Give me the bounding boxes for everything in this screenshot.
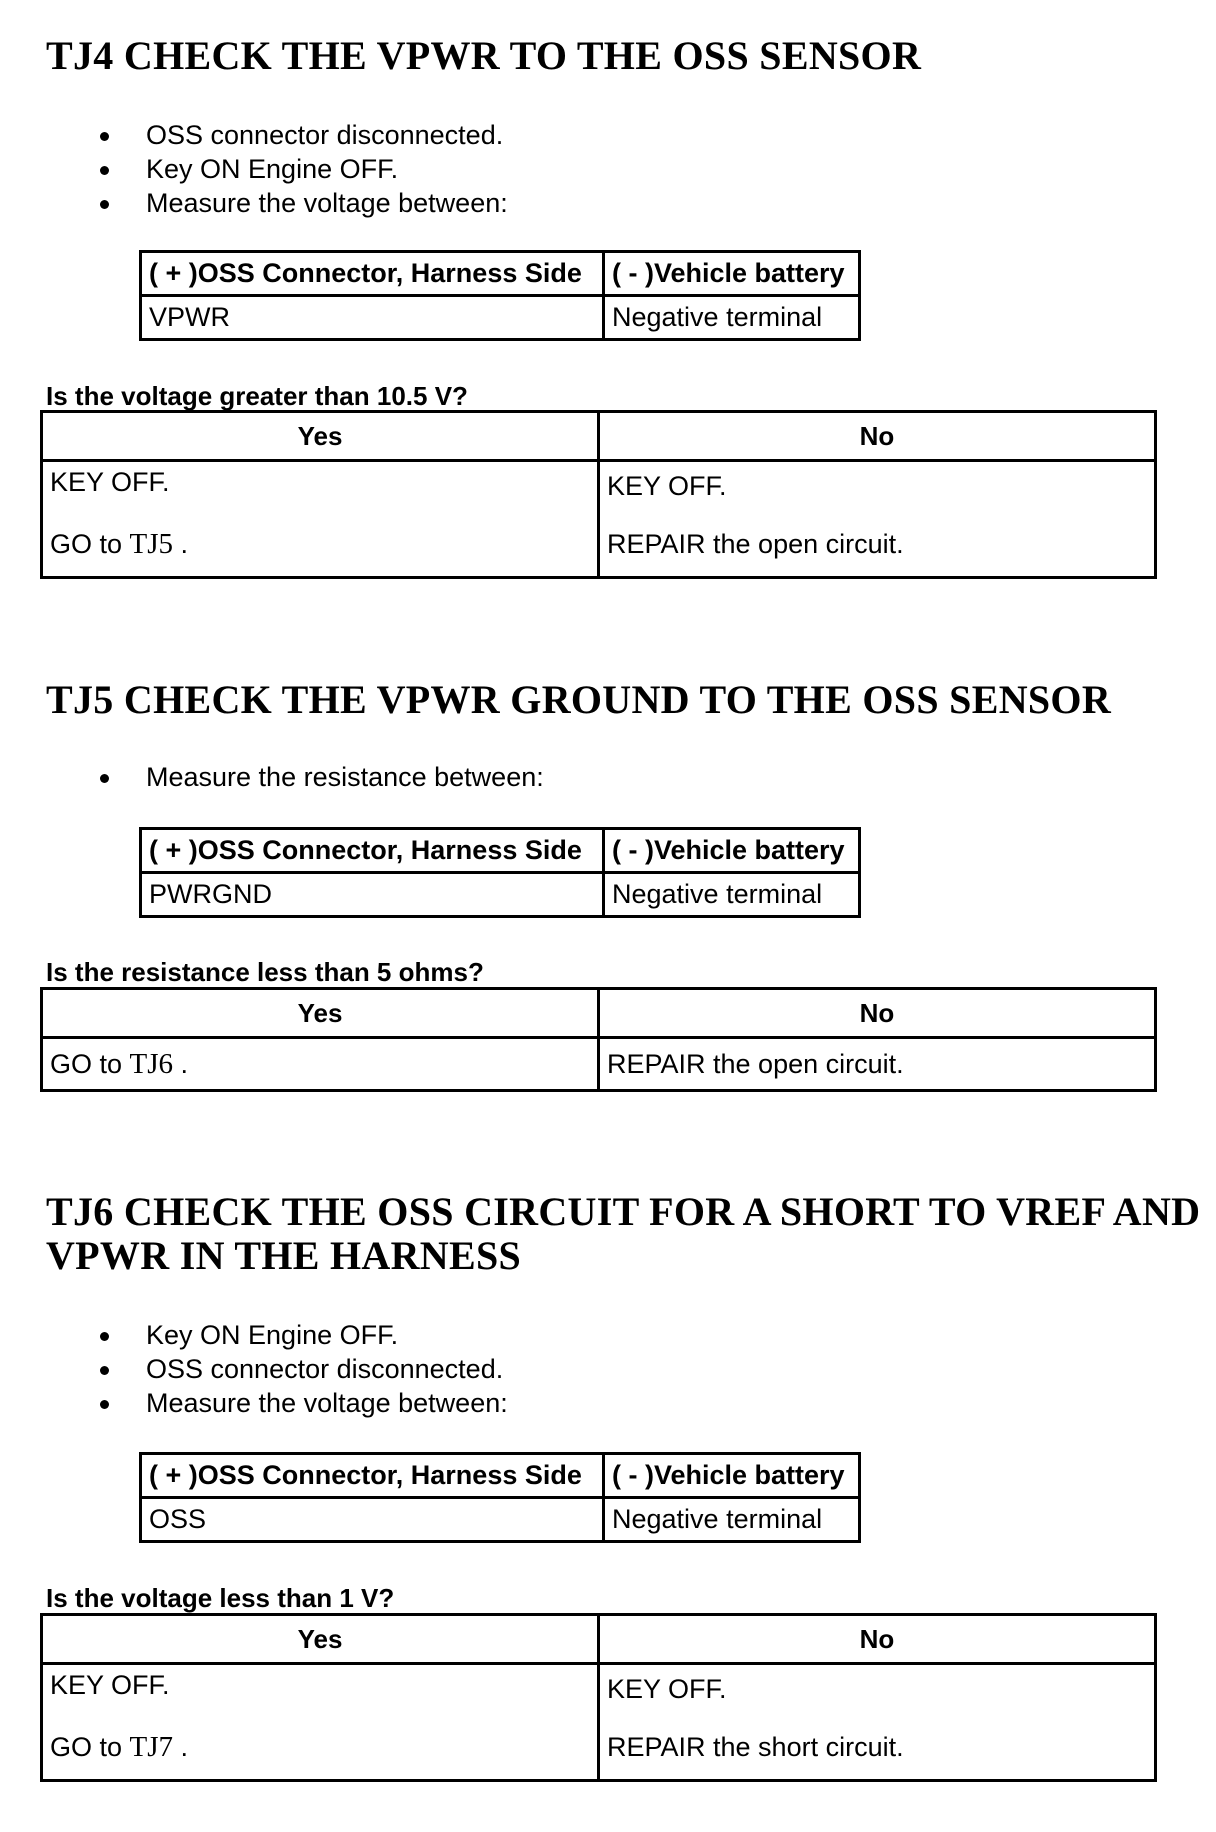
- measurement-table-tj5: [139, 827, 861, 918]
- no-cell: [599, 461, 1156, 578]
- result-table-tj5: [40, 987, 1157, 1092]
- instruction-list-tj5: [96, 760, 544, 794]
- goto-link-tj7[interactable]: TJ7: [129, 1731, 174, 1763]
- yes-cell: [42, 461, 599, 578]
- question-tj6: Is the voltage less than 1 V?: [46, 1583, 395, 1613]
- yes-header: Yes: [42, 989, 599, 1038]
- result-table-tj6: [40, 1613, 1157, 1782]
- instruction-item: Measure the resistance between:: [96, 760, 544, 794]
- no-repair: REPAIR the open circuit.: [607, 529, 904, 559]
- measure-header-positive: ( + )OSS Connector, Harness Side: [141, 829, 604, 873]
- no-action: KEY OFF.: [607, 1674, 727, 1704]
- yes-goto: GO to TJ6 .: [50, 1048, 189, 1080]
- instruction-item: Measure the voltage between:: [96, 1386, 508, 1420]
- instruction-item: OSS connector disconnected.: [96, 1352, 508, 1386]
- measure-header-positive: ( + )OSS Connector, Harness Side: [141, 252, 604, 296]
- measure-negative-pin: Negative terminal: [604, 296, 860, 340]
- no-repair: REPAIR the short circuit.: [607, 1732, 904, 1762]
- yes-header: Yes: [42, 412, 599, 461]
- yes-goto: GO to TJ5 .: [50, 528, 189, 560]
- goto-link-tj5[interactable]: TJ5: [129, 528, 174, 560]
- instruction-list-tj4: [96, 118, 508, 220]
- no-header: No: [599, 1615, 1156, 1664]
- instruction-item: Key ON Engine OFF.: [96, 152, 508, 186]
- no-cell: [599, 1664, 1156, 1781]
- measure-header-negative: ( - )Vehicle battery: [604, 1454, 860, 1498]
- measurement-table-tj6: [139, 1452, 861, 1543]
- measurement-table-tj4: [139, 250, 861, 341]
- section-heading-tj4: TJ4 CHECK THE VPWR TO THE OSS SENSOR: [46, 33, 922, 78]
- section-heading-tj5: TJ5 CHECK THE VPWR GROUND TO THE OSS SENSOR: [46, 677, 1112, 722]
- measure-positive-pin: VPWR: [141, 296, 604, 340]
- measure-negative-pin: Negative terminal: [604, 1498, 860, 1542]
- no-action: KEY OFF.: [607, 471, 727, 501]
- instruction-list-tj6: [96, 1318, 508, 1420]
- goto-link-tj6[interactable]: TJ6: [129, 1048, 174, 1080]
- section-heading-tj6: TJ6 CHECK THE OSS CIRCUIT FOR A SHORT TO VREF AND VPWR IN THE HARNESS: [46, 1189, 1201, 1278]
- measure-negative-pin: Negative terminal: [604, 873, 860, 917]
- no-cell: [599, 1038, 1156, 1091]
- question-tj4: Is the voltage greater than 10.5 V?: [46, 381, 468, 411]
- question-tj5: Is the resistance less than 5 ohms?: [46, 957, 484, 987]
- measure-positive-pin: OSS: [141, 1498, 604, 1542]
- instruction-item: Measure the voltage between:: [96, 186, 508, 220]
- no-repair: REPAIR the open circuit.: [607, 1049, 904, 1079]
- yes-action: KEY OFF.: [50, 467, 170, 497]
- measure-header-negative: ( - )Vehicle battery: [604, 252, 860, 296]
- yes-action: KEY OFF.: [50, 1670, 170, 1700]
- measure-header-positive: ( + )OSS Connector, Harness Side: [141, 1454, 604, 1498]
- measure-positive-pin: PWRGND: [141, 873, 604, 917]
- yes-cell: [42, 1664, 599, 1781]
- measure-header-negative: ( - )Vehicle battery: [604, 829, 860, 873]
- yes-cell: [42, 1038, 599, 1091]
- result-table-tj4: [40, 410, 1157, 579]
- yes-header: Yes: [42, 1615, 599, 1664]
- no-header: No: [599, 989, 1156, 1038]
- instruction-item: Key ON Engine OFF.: [96, 1318, 508, 1352]
- no-header: No: [599, 412, 1156, 461]
- instruction-item: OSS connector disconnected.: [96, 118, 508, 152]
- yes-goto: GO to TJ7 .: [50, 1731, 189, 1763]
